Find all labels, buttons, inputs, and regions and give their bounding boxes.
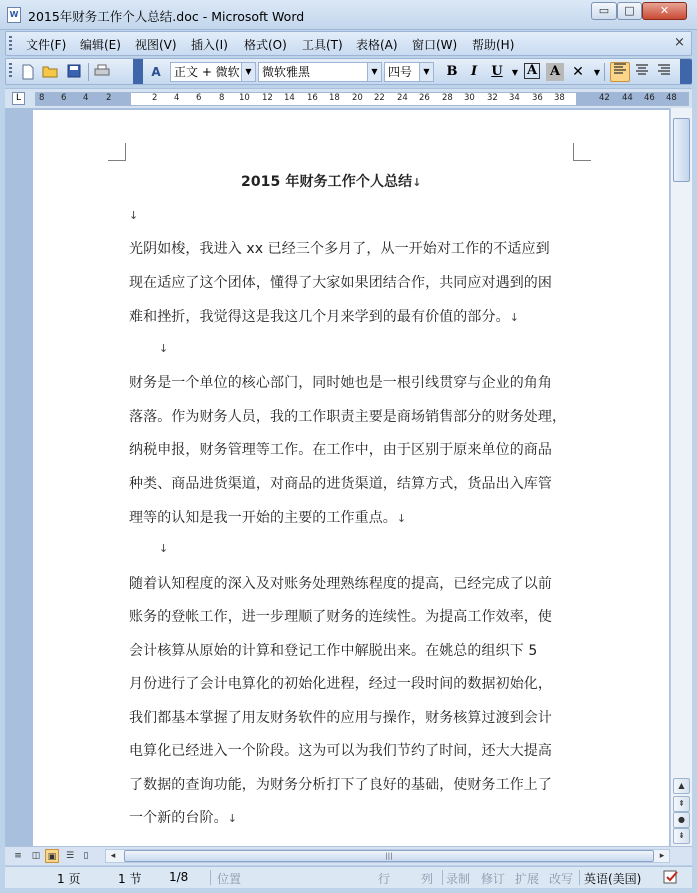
status-language[interactable]: 英语(美国) bbox=[584, 872, 642, 886]
body-line[interactable] bbox=[129, 306, 519, 326]
style-select-value: 正文 + 微软 bbox=[174, 65, 240, 79]
scroll-left-icon[interactable]: ◂ bbox=[110, 851, 116, 861]
ruler-number: 38 bbox=[554, 93, 565, 103]
close-button[interactable]: ✕ bbox=[642, 2, 687, 20]
toolbar-overflow-chevron[interactable] bbox=[133, 59, 143, 84]
char-border-button[interactable]: A bbox=[524, 63, 540, 79]
web-layout-view-icon[interactable]: ◫ bbox=[31, 851, 41, 861]
body-line[interactable]: 随着认知程度的深入及对账务处理熟练程度的提高，已经完成了以前 bbox=[129, 576, 552, 592]
menu-grip-handle[interactable] bbox=[9, 36, 12, 51]
char-scaling-dropdown-icon[interactable]: ▼ bbox=[593, 67, 601, 77]
status-separator bbox=[579, 870, 580, 885]
body-line-text: 理等的认知是我一开始的主要的工作重点。 bbox=[129, 510, 397, 526]
menu-window[interactable]: 窗口(W) bbox=[412, 38, 458, 52]
ruler-number: 32 bbox=[487, 93, 498, 103]
menu-format[interactable]: 格式(O) bbox=[244, 38, 287, 52]
ruler-number: 2 bbox=[152, 93, 158, 103]
paragraph-mark: ↓ bbox=[159, 542, 169, 555]
menu-view[interactable]: 视图(V) bbox=[135, 38, 177, 52]
menu-insert[interactable]: 插入(I) bbox=[191, 38, 228, 52]
body-line-text: 难和挫折，我觉得这是我这几个月来学到的最有价值的部分。 bbox=[129, 309, 510, 325]
ruler-scale bbox=[35, 92, 689, 106]
document-title[interactable] bbox=[241, 171, 422, 191]
ruler-number: 14 bbox=[284, 93, 295, 103]
status-column: 列 bbox=[421, 872, 434, 886]
reading-layout-view-icon[interactable]: ▯ bbox=[83, 851, 89, 861]
status-extend[interactable]: 扩展 bbox=[515, 872, 540, 886]
ruler-number: 2 bbox=[106, 93, 112, 103]
horizontal-scrollbar[interactable] bbox=[105, 849, 670, 863]
styles-icon[interactable]: A bbox=[151, 65, 161, 79]
status-track-changes[interactable]: 修订 bbox=[481, 872, 506, 886]
status-separator bbox=[210, 870, 211, 885]
menu-help[interactable]: 帮助(H) bbox=[472, 38, 515, 52]
body-line[interactable]: 财务是一个单位的核心部门，同时她也是一根引线贯穿与企业的角角 bbox=[129, 375, 552, 391]
scroll-up-icon[interactable]: ▲ bbox=[673, 778, 690, 794]
ruler-number: 26 bbox=[419, 93, 430, 103]
paragraph-mark: ↓ bbox=[412, 176, 422, 189]
paragraph-mark: ↓ bbox=[227, 812, 238, 825]
vertical-scroll-thumb[interactable] bbox=[673, 118, 690, 182]
print-layout-view-icon[interactable]: ▣ bbox=[45, 849, 59, 863]
paragraph-mark: ↓ bbox=[159, 342, 169, 355]
toolbar-overflow-chevron[interactable] bbox=[680, 59, 692, 84]
body-line[interactable] bbox=[129, 507, 406, 527]
paragraph-mark: ↓ bbox=[396, 512, 407, 525]
ruler-number: 16 bbox=[307, 93, 318, 103]
align-left-icon[interactable] bbox=[610, 62, 630, 82]
menu-table[interactable]: 表格(A) bbox=[356, 38, 398, 52]
align-center-icon[interactable] bbox=[634, 64, 650, 80]
menu-tools[interactable]: 工具(T) bbox=[302, 38, 343, 52]
paragraph-mark: ↓ bbox=[509, 311, 520, 324]
close-document-icon[interactable]: × bbox=[674, 35, 685, 50]
open-folder-icon[interactable] bbox=[42, 64, 58, 80]
status-line: 行 bbox=[378, 872, 391, 886]
ruler-number: 44 bbox=[622, 93, 633, 103]
menu-edit[interactable]: 编辑(E) bbox=[80, 38, 121, 52]
chevron-down-icon[interactable]: ▼ bbox=[241, 63, 255, 81]
chevron-down-icon[interactable]: ▼ bbox=[419, 63, 433, 81]
ruler-number: 30 bbox=[464, 93, 475, 103]
ruler-number: 18 bbox=[329, 93, 340, 103]
ruler-number: 6 bbox=[196, 93, 202, 103]
ruler-number: 48 bbox=[666, 93, 677, 103]
font-select-value: 微软雅黑 bbox=[262, 65, 311, 79]
chevron-down-icon[interactable]: ▼ bbox=[367, 63, 381, 81]
body-line[interactable]: 现在适应了这个团体，懂得了大家如果团结合作，共同应对遇到的困 bbox=[129, 275, 552, 291]
body-line[interactable] bbox=[129, 807, 237, 827]
body-line[interactable]: 电算化已经进入一个阶段。这为可以为我们节约了时间，还大大提高 bbox=[129, 743, 552, 759]
font-select[interactable] bbox=[258, 62, 382, 82]
select-browse-object-icon[interactable]: ● bbox=[673, 812, 690, 828]
status-record[interactable]: 录制 bbox=[446, 872, 471, 886]
ruler-number: 34 bbox=[509, 93, 520, 103]
body-line-text: 一个新的台阶。 bbox=[129, 810, 228, 826]
document-page[interactable] bbox=[33, 110, 669, 846]
ruler-number: 12 bbox=[262, 93, 273, 103]
document-title-text: 2015 年财务工作个人总结 bbox=[241, 174, 413, 190]
horizontal-ruler[interactable] bbox=[5, 88, 692, 108]
ruler-number: 36 bbox=[532, 93, 543, 103]
menu-bar bbox=[5, 31, 692, 56]
view-bar bbox=[5, 846, 692, 865]
minimize-button[interactable]: ▭ bbox=[591, 2, 617, 20]
body-line[interactable]: 会计核算从原始的计算和登记工作中解脱出来。在姚总的组织下 5 bbox=[129, 643, 538, 659]
window-title: 2015年财务工作个人总结.doc - Microsoft Word bbox=[28, 9, 305, 24]
align-right-icon[interactable] bbox=[656, 64, 672, 80]
toolbar-separator bbox=[88, 63, 89, 81]
ruler-number: 20 bbox=[352, 93, 363, 103]
title-bar bbox=[0, 0, 697, 30]
crop-mark-top-left bbox=[108, 143, 126, 161]
spelling-check-icon[interactable] bbox=[663, 869, 681, 888]
vertical-scrollbar[interactable] bbox=[670, 108, 692, 846]
body-line[interactable]: 纳税申报，财务管理等工作。在工作中，由于区别于原来单位的商品 bbox=[129, 442, 552, 458]
ruler-number: 4 bbox=[83, 93, 89, 103]
bold-button[interactable]: B bbox=[446, 64, 458, 79]
status-position: 位置 bbox=[217, 872, 242, 886]
ruler-number: 28 bbox=[442, 93, 453, 103]
formatting-toolbar bbox=[5, 58, 692, 85]
body-line[interactable]: 了数据的查询功能，为财务分析打下了良好的基础，使财务工作上了 bbox=[129, 777, 552, 793]
font-size-value: 四号 bbox=[388, 65, 413, 79]
new-document-icon[interactable] bbox=[20, 64, 36, 80]
ruler-number: 46 bbox=[644, 93, 655, 103]
body-line[interactable]: 我们都基本掌握了用友财务软件的应用与操作，财务核算过渡到会计 bbox=[129, 710, 552, 726]
menu-file[interactable]: 文件(F) bbox=[26, 38, 67, 52]
char-scaling-icon[interactable]: ✕ bbox=[572, 64, 584, 80]
body-line[interactable]: 月份进行了会计电算化的初始化进程，经过一段时间的数据初始化， bbox=[129, 676, 552, 692]
ruler-number: 8 bbox=[39, 93, 45, 103]
font-size-select[interactable] bbox=[384, 62, 434, 82]
toolbar-grip-handle[interactable] bbox=[9, 63, 12, 78]
status-bar bbox=[5, 866, 692, 888]
ruler-number: 8 bbox=[219, 93, 225, 103]
ruler-number: 4 bbox=[174, 93, 180, 103]
toolbar-separator bbox=[604, 63, 605, 81]
scroll-right-icon[interactable]: ▸ bbox=[659, 851, 665, 861]
outline-view-icon[interactable]: ☰ bbox=[65, 851, 75, 861]
save-icon[interactable] bbox=[66, 64, 82, 80]
status-page-of: 1/8 bbox=[169, 870, 189, 884]
ruler-number: 10 bbox=[239, 93, 250, 103]
status-overtype[interactable]: 改写 bbox=[549, 872, 574, 886]
underline-button[interactable]: U bbox=[491, 64, 503, 79]
ruler-number: 22 bbox=[374, 93, 385, 103]
maximize-button[interactable]: □ bbox=[617, 2, 642, 20]
normal-view-icon[interactable]: ≡ bbox=[14, 851, 22, 861]
horizontal-scroll-thumb[interactable]: ||| bbox=[124, 850, 654, 862]
ruler-number: 6 bbox=[61, 93, 67, 103]
crop-mark-top-right bbox=[573, 143, 591, 161]
previous-page-icon[interactable]: ⇞ bbox=[673, 796, 690, 812]
body-line[interactable]: 光阴如梭，我进入 xx 已经三个多月了，从一开始对工作的不适应到 bbox=[129, 241, 550, 257]
status-section: 1 节 bbox=[118, 872, 142, 886]
document-area[interactable] bbox=[5, 108, 670, 846]
ruler-number: 24 bbox=[397, 93, 408, 103]
paragraph-mark: ↓ bbox=[129, 209, 139, 222]
print-icon[interactable] bbox=[94, 64, 110, 80]
next-page-icon[interactable]: ⇟ bbox=[673, 828, 690, 844]
body-line[interactable]: 落落。作为财务人员，我的工作职责主要是商场销售部分的财务处理， bbox=[129, 409, 567, 425]
char-shading-button[interactable]: A bbox=[546, 63, 564, 81]
status-separator bbox=[442, 870, 443, 885]
ruler-number: 42 bbox=[599, 93, 610, 103]
underline-dropdown-icon[interactable]: ▼ bbox=[511, 67, 519, 77]
italic-button[interactable]: I bbox=[470, 64, 478, 79]
word-app-icon[interactable]: W bbox=[7, 7, 21, 23]
body-line[interactable]: 种类、商品进货渠道，对商品的进货渠道，结算方式，货品出入库管 bbox=[129, 476, 552, 492]
tab-stop-selector[interactable]: L bbox=[12, 92, 25, 105]
status-page: 1 页 bbox=[57, 872, 81, 886]
body-line[interactable]: 账务的登帐工作，进一步理顺了财务的连续性。为提高工作效率，使 bbox=[129, 609, 552, 625]
style-select[interactable] bbox=[170, 62, 256, 82]
